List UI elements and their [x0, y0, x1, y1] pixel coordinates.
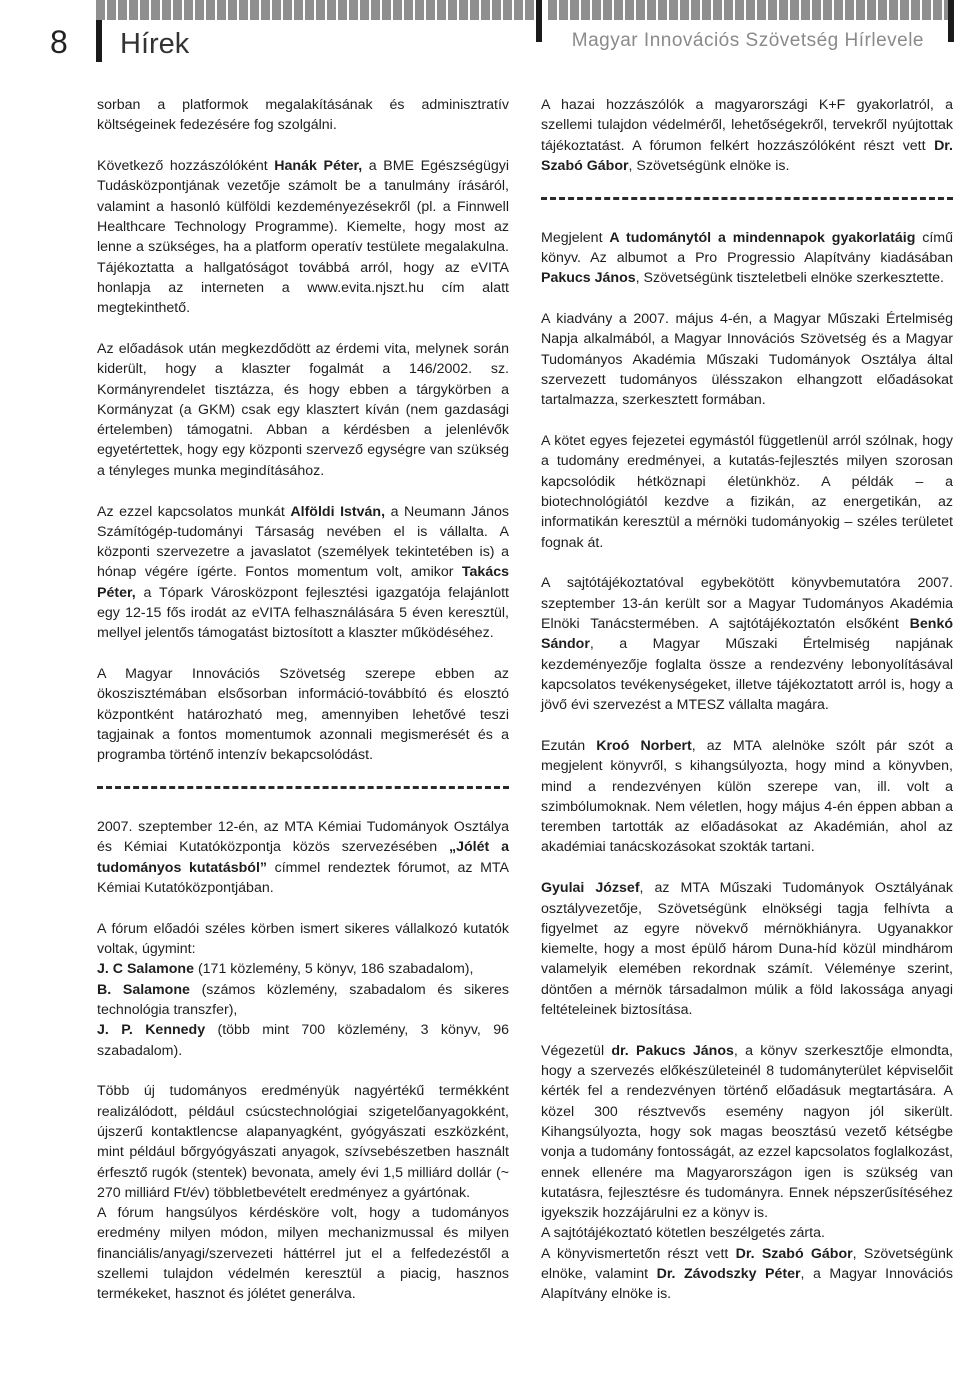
text-run: Több új tudományos eredményük nagyértékű termékként realizálódott, például csúcstechnológiai szigetelőanyagokként, újszerű kontaktlencse alapanyagként, gyógyászati eszközként, mint például bőrgyógyászati anyagok, szívsebészetben használt érfesztő rugók (stentek) bevonata, amely évi 1,5 milliárd dollár (~ 270 milliárd Ft/év) többletbevételt eredményez a gyártónak.	[97, 1083, 509, 1201]
bold-name: Pakucs János	[541, 270, 636, 287]
text-run: , az MTA Műszaki Tudományok Osztályának osztályvezetője, Szövetségünk elnökségi tagja felhívta a figyelmet az egyre növekvő mérnökhiányra. Ugyanakkor kiemelte, hogy a most épülő három Duna-híd közül mindhárom valamelyik elemében rekordnak számít. Véleménye szerint, döntően a mérnök társadalmon múlik a föld lakossága anyagi feltételeinek biztosítása.	[541, 880, 953, 1018]
text-run: A könyvismertetőn részt vett	[541, 1245, 736, 1262]
article-paragraph	[541, 309, 953, 410]
bold-name: Benkó Sándor	[541, 615, 953, 653]
article-paragraph	[541, 878, 953, 1020]
text-run: a Neumann János Számítógép-tudományi Társaság nevében el is vállalta. A központi szervezetre a javaslatot (személyek tekintetében is) a hónap végére ígérte. Fontos momentum volt, amikor	[97, 503, 509, 581]
text-run: című könyv. Az albumot a Pro Progressio Alapítvány kiadásában	[541, 229, 953, 266]
bold-name: J. P. Kennedy	[97, 1022, 206, 1039]
article-paragraph	[97, 339, 509, 481]
text-run: , Szövetségünk elnöke is.	[628, 157, 790, 174]
text-run: 2007. szeptember 12-én, az MTA Kémiai Tudományok Osztálya és Kémiai Kutatóközpontja közös szervezésében	[97, 819, 509, 856]
text-run: , az MTA alelnöke szólt pár szót a megjelent könyvről, s kihangsúlyozta, hogy mind a könyvben, mind a rendezvényen külön szerepe van, ill. volt a szimbólumoknak. Nem véletlen, hogy május 4-én éppen abban a teremben tartották az előadásokat az Akadémián, ahol az akadémiai tanácskozásokat szokták tartani.	[541, 737, 953, 856]
article-paragraph	[97, 664, 509, 765]
text-run: (több mint 700 közlemény, 3 könyv, 96 szabadalom).	[97, 1022, 509, 1059]
text-run: Az előadások után megkezdődött az érdemi vita, melynek során kiderült, hogy a klaszter fogalmát a 146/2002. sz. Kormányrendelet tisztázza, és hogy ebben a tárgykörben a Kormányzat (a GKM) csak egy klasztert kíván (nem gazdasági értelemben) támogatni. Abban a kérdésben a jelenlévők egyetértettek, hogy egy központi szervező egységre van szükség a tényleges munka megindításához.	[97, 340, 509, 479]
bold-name: A tudománytól a mindennapok gyakorlatáig	[609, 229, 916, 246]
text-run: , a Magyar Műszaki Értelmiség napjának kezdeményezője foglalta össze a rendezvény lebonyolításával kapcsolatos tevékenységeket, illetve tájékoztatott arról is, hogy a jövő évi szervezést a MTESZ vállalta magára.	[541, 636, 953, 714]
text-run: Végezetül	[541, 1042, 612, 1059]
article-paragraph	[97, 919, 509, 1061]
bold-name: Dr. Szabó Gábor	[541, 137, 953, 174]
text-run: A fórum hangsúlyos kérdésköre volt, hogy a tudományos eredmény milyen módon, milyen mechanizmussal és milyen financiális/anyagi/szervezeti háttérrel jut el a felfedezéstől a szellemi tulajdon védelmén keresztül a piacig, hasznos termékeket, hasznot és jólétet generálva.	[97, 1205, 509, 1303]
text-run: , a könyv szerkesztője elmondta, hogy a szervezés előkészületeinél 8 tudományterület képviselőit kérték fel a rendezvényen történő előadásuk megtartására. A közel 300 résztvevős esemény nagyon jól sikerült. Kihangsúlyozta, hogy sok magas beosztású vezető kétségbe vonja a tudomány fontosságát, az ezzel kapcsolatos foglalkozást, ennek ellenére ma Magyarországon igen is szükség van kutatásra, fejlesztésre és tudományra. Ennek népszerűsítéséhez igyekszik hozzájárulni ez a könyv is.	[541, 1042, 953, 1222]
text-run: (számos közlemény, szabadalom és sikeres technológia transzfer),	[97, 981, 509, 1018]
dashed-separator	[97, 786, 509, 789]
text-run: A hazai hozzászólók a magyarországi K+F gyakorlatról, a szellemi tulajdon védelméről, lehetőségekről, tervekről nyújtottak tájékoztatást. A fórumon felkért hozzászólóként részt vett	[541, 97, 953, 154]
article-paragraph	[97, 502, 509, 644]
text-run: Megjelent	[541, 229, 610, 246]
article-paragraph	[541, 431, 953, 553]
article-paragraph	[541, 95, 953, 176]
article-paragraph	[97, 156, 509, 318]
page-header	[0, 0, 960, 75]
text-run: sorban a platformok megalakításának és adminisztratív költségeinek fedezésére fog szolgálni.	[97, 97, 509, 134]
text-run: a Tópark Városközpont fejlesztési igazgatója felajánlott egy 12-15 fős irodát az eVITA felhasználására 5 éven keresztül, mellyel jelentős támogatást biztosított a klaszter működéséhez.	[97, 584, 509, 642]
text-run: , Szövetségünk elnöke, valamint	[541, 1245, 953, 1283]
right-column	[541, 95, 953, 1325]
text-run: , Szövetségünk tiszteletbeli elnöke szerkesztette.	[635, 270, 944, 287]
bold-name: Dr. Závodszky Péter	[656, 1266, 801, 1283]
bold-name: Dr. Szabó Gábor	[735, 1245, 853, 1262]
bold-name: Hanák Péter,	[274, 158, 363, 175]
article-paragraph	[97, 95, 509, 136]
bold-name: Kroó Norbert	[596, 737, 692, 754]
left-column	[97, 95, 509, 1325]
article-paragraph	[541, 573, 953, 715]
bold-name: Takács Péter,	[97, 564, 509, 601]
header-band-left	[96, 0, 536, 20]
text-run: A fórum előadói széles körben ismert sikeres vállalkozó kutatók voltak, úgymint:	[97, 920, 509, 958]
text-run: címmel rendeztek fórumot, az MTA Kémiai Kutatóközpontjában.	[97, 859, 509, 896]
text-run: (171 közlemény, 5 könyv, 186 szabadalom),	[194, 961, 474, 978]
text-run: Az ezzel kapcsolatos munkát	[97, 503, 291, 520]
article-paragraph	[541, 228, 953, 289]
bold-name: „Jólét a tudományos kutatásból”	[97, 839, 509, 876]
bold-name: dr. Pakucs János	[611, 1042, 734, 1059]
text-run: A sajtótájékoztatóval egybekötött könyvbemutatóra 2007. szeptember 13-án került sor a Magyar Tudományos Akadémia Elnöki Tanácstermében. A sajtótájékoztatón elsőként	[541, 575, 953, 632]
header-divider-middle	[536, 0, 542, 42]
article-paragraph	[541, 1041, 953, 1305]
article-paragraph	[97, 817, 509, 898]
article-paragraph	[541, 736, 953, 858]
page-number: 8	[50, 24, 68, 60]
header-divider-right	[948, 0, 954, 42]
text-run: A sajtótájékoztató kötetlen beszélgetés zárta.	[541, 1225, 825, 1242]
text-run: Következő hozzászólóként	[97, 158, 275, 175]
text-run: Ezután	[541, 737, 597, 754]
article-paragraph	[97, 1081, 509, 1304]
bold-name: Gyulai József	[541, 880, 640, 897]
publication-title: Magyar Innovációs Szövetség Hírlevele	[571, 30, 924, 51]
dashed-separator	[541, 197, 953, 200]
bold-name: Alföldi István,	[290, 503, 386, 520]
header-band-right	[548, 0, 948, 20]
text-run: a BME Egészségügyi Tudásközpontjának vezetője számolt be a tanulmány írásáról, valamint a hasonló külföldi kezdeményezésekről (pl. a Finnwell Healthcare Technology Programme). Kiemelte, hogy most az lenne a szükséges, ha a platform operatív testülete megalakulna. Tájékoztatta a hallgatóságot továbbá arról, hogy az eVITA honlapja az interneten a www.evita.njszt.hu cím alatt megtekinthető.	[97, 158, 509, 317]
header-divider-left	[96, 20, 102, 62]
text-run: A Magyar Innovációs Szövetség szerepe ebben az ökoszisztémában elsősorban információ-továbbító és elosztó központként határozható meg, amennyiben lehetővé teszi tagjainak a fontos momentumok azonnali megismerését és a programba történő intenzív bekapcsolódást.	[97, 666, 509, 764]
bold-name: B. Salamone	[97, 981, 190, 998]
section-title: Hírek	[120, 28, 190, 60]
text-run: A kiadvány a 2007. május 4-én, a Magyar Műszaki Értelmiség Napja alkalmából, a Magyar Innovációs Szövetség és a Magyar Tudományos Akadémia Műszaki Tudományok Osztálya által szervezett tudományos ülésszakon elhangzott előadásokat tartalmazza, szerkesztett formában.	[541, 311, 953, 409]
text-run: A kötet egyes fejezetei egymástól függetlenül arról szólnak, hogy a tudomány eredményei, a kutatás-fejlesztés milyen szorosan kapcsolódik hétköznapi életünkhöz. A példák – a biotechnológiától kezdve a fizikán, az energetikán, az informatikán keresztül a mérnöki tudományokig – széles területet fognak át.	[541, 433, 953, 551]
bold-name: J. C Salamone	[97, 961, 194, 978]
text-run: , a Magyar Innovációs Alapítvány elnöke is.	[541, 1266, 954, 1303]
